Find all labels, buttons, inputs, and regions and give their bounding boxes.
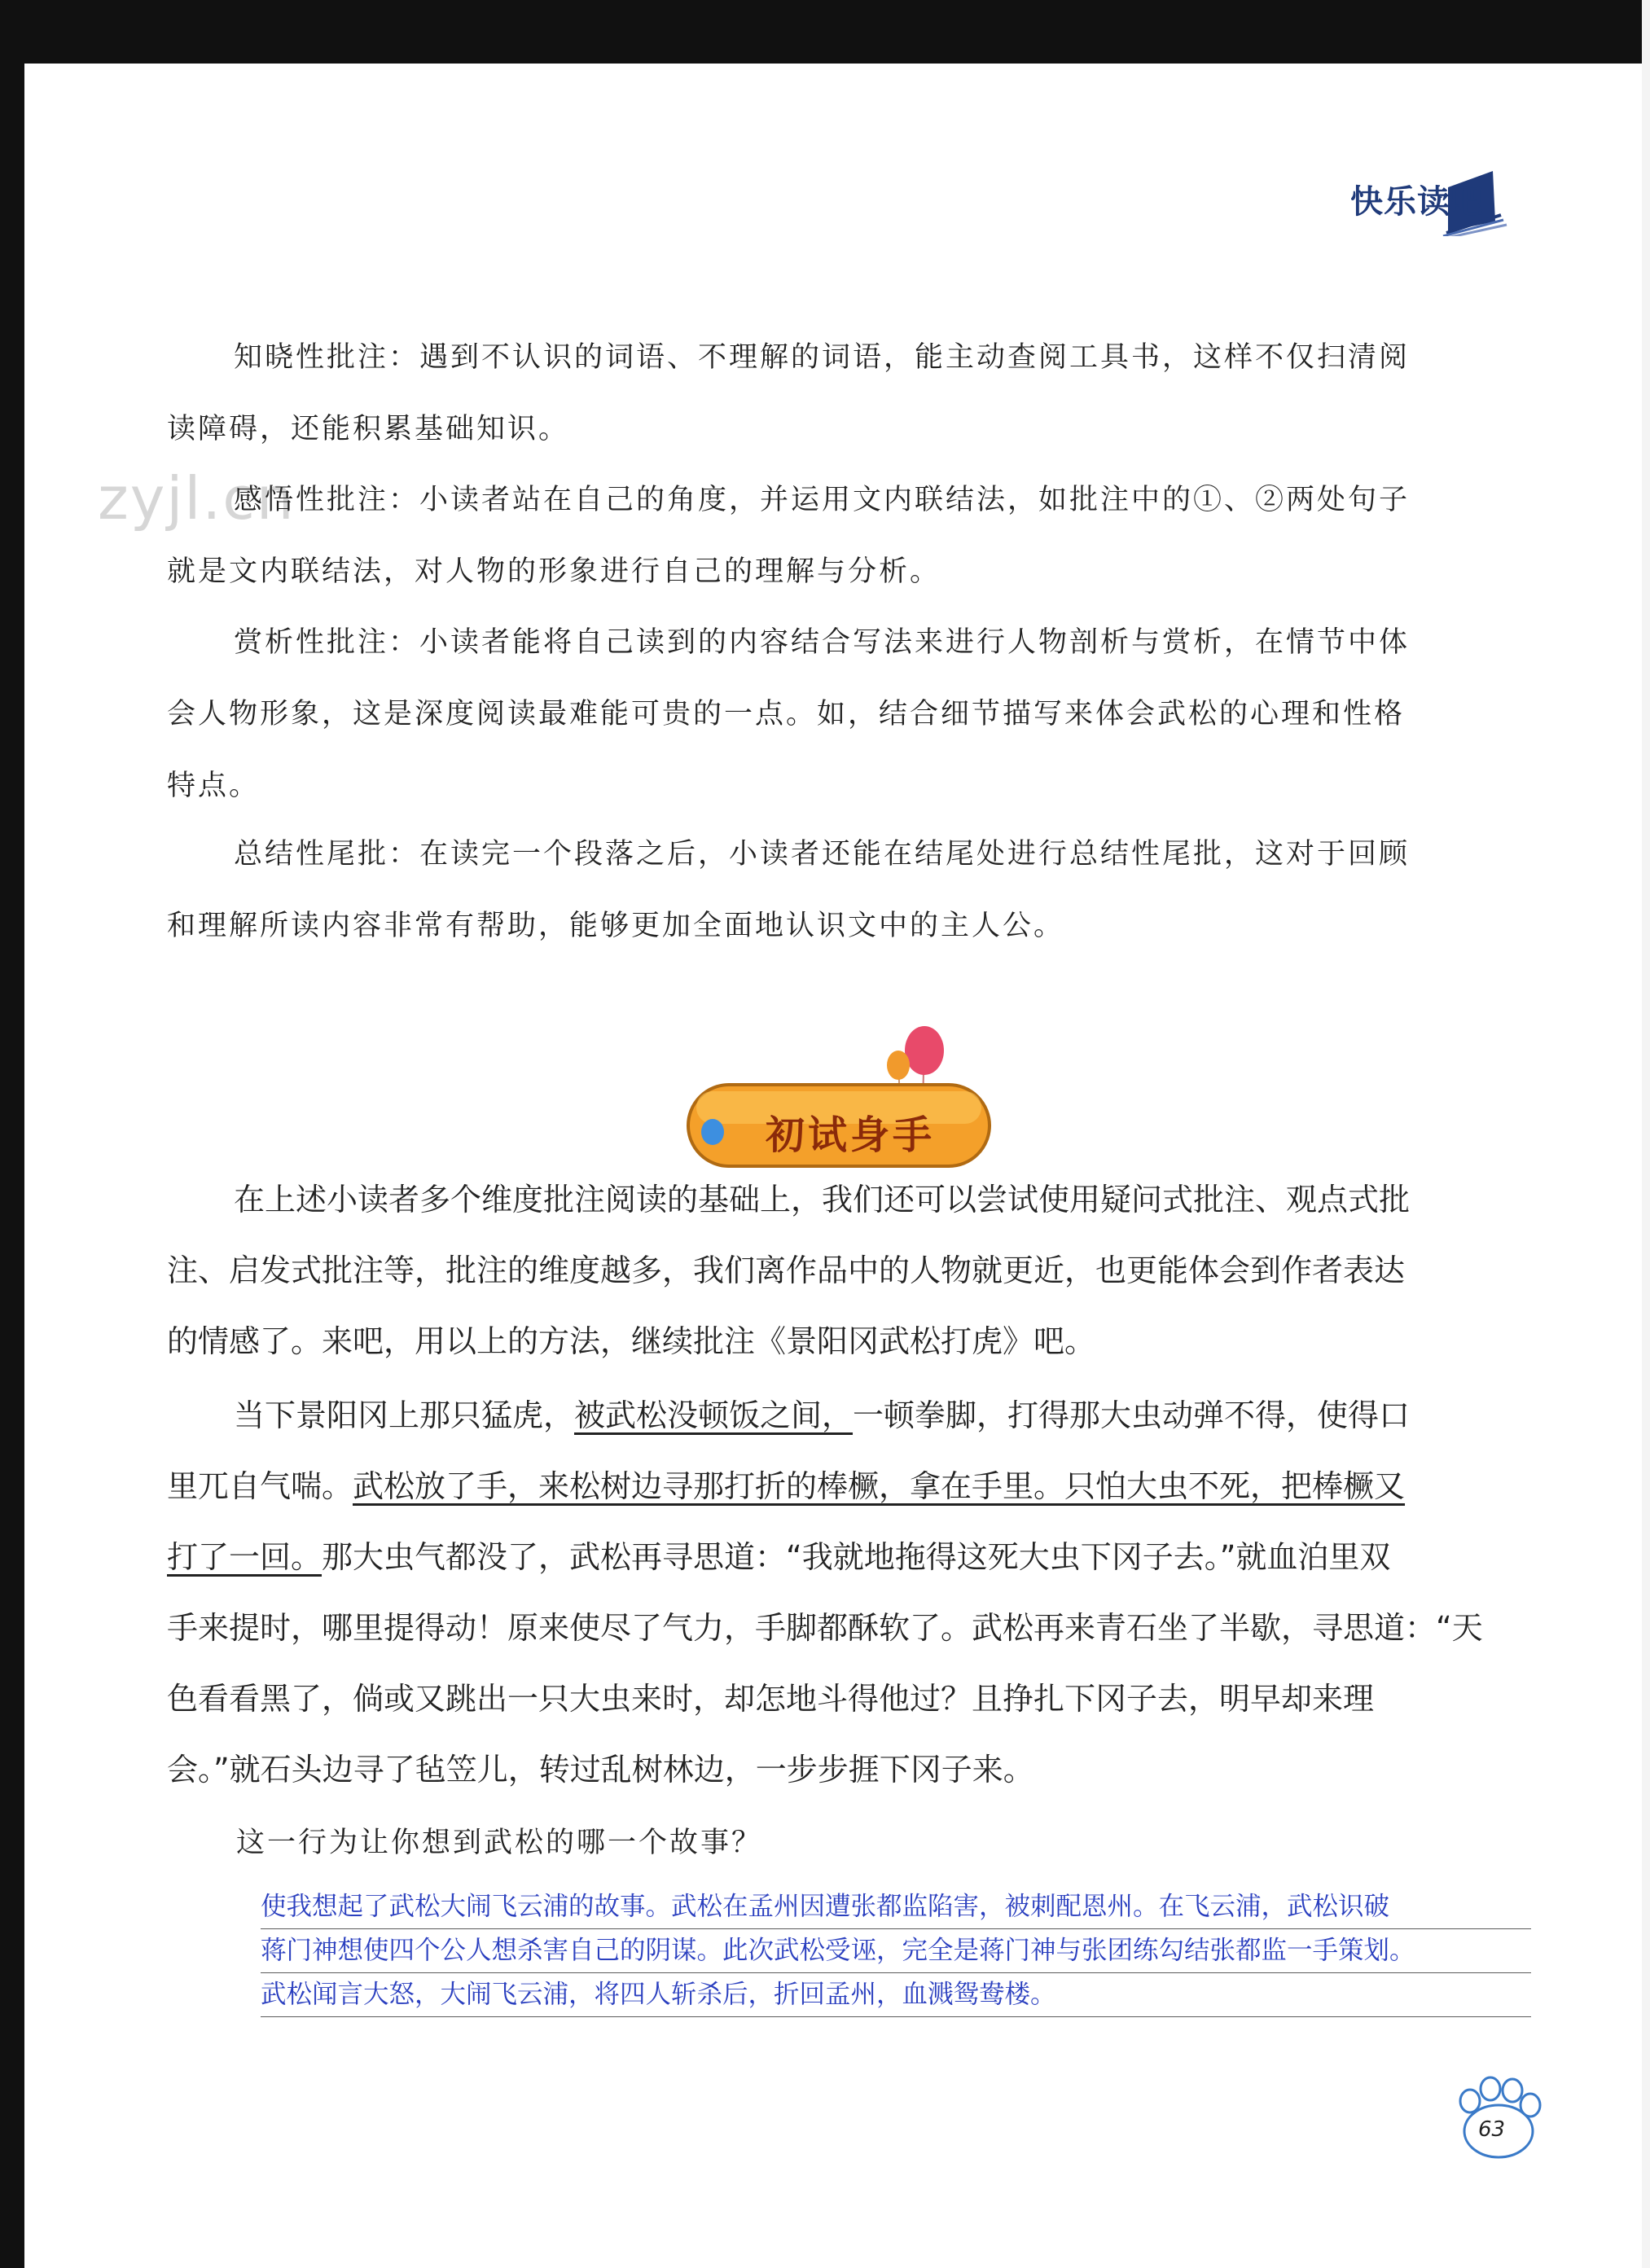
header-title: 快乐读吧	[1350, 183, 1484, 221]
excerpt-line: 色看看黑了，倘或又跳出一只大虫来时，却怎地斗得他过？且挣扎下冈子去，明早却来理	[167, 1681, 1375, 1717]
annotation-type-2	[167, 464, 1519, 608]
annotation-type-4	[167, 818, 1519, 962]
excerpt-line: 手来提时，哪里提得动！原来使尽了气力，手脚都酥软了。武松再来青石坐了半歇，寻思道：“天	[167, 1610, 1483, 1646]
paragraph-line: 读障碍，还能积累基础知识。	[167, 413, 570, 445]
question-prompt: 这一行为让你想到武松的哪一个故事？	[236, 1827, 763, 1859]
header-badge	[1350, 163, 1513, 236]
scan-right-border	[1642, 0, 1650, 2268]
underlined-phrase: 打了一回。	[167, 1539, 323, 1575]
paragraph-line: 特点。	[167, 770, 261, 802]
underlined-phrase: 武松放了手，来松树边寻那打折的棒橛，拿在手里。只怕大虫不死，把棒橛又	[353, 1468, 1406, 1504]
section-title: 初试身手	[766, 1112, 936, 1158]
orange-balloon-icon	[887, 1051, 910, 1080]
paragraph-line: 和理解所读内容非常有帮助，能够更加全面地认识文中的主人公。	[167, 910, 1065, 942]
paragraph-line: 会人物形象，这是深度阅读最难能可贵的一点。如，结合细节描写来体会武松的心理和性格	[167, 698, 1406, 730]
page-number: 63	[1478, 2117, 1506, 2142]
annotation-type-3	[167, 607, 1519, 822]
section-badge	[680, 1018, 1006, 1173]
paragraph-line: 知晓性批注：遇到不认识的词语、不理解的词语，能主动查阅工具书，这样不仅扫清阅	[234, 341, 1411, 374]
scan-top-border	[0, 0, 1650, 64]
handwritten-answer[interactable]	[261, 1885, 1531, 2017]
watermark: zyjl.cn	[98, 464, 296, 533]
paragraph-line: 在上述小读者多个维度批注阅读的基础上，我们还可以尝试使用疑问式批注、观点式批	[234, 1182, 1411, 1217]
excerpt-line: 里兀自气喘。武松放了手，来松树边寻那打折的棒橛，拿在手里。只怕大虫不死，把棒橛又	[167, 1468, 1406, 1504]
excerpt-line: 会。”就石头边寻了毡笠儿，转过乱树林边，一步步捱下冈子来。	[167, 1752, 1034, 1788]
paragraph-line: 就是文内联结法，对人物的形象进行自己的理解与分析。	[167, 555, 941, 588]
story-excerpt	[167, 1380, 1519, 1805]
paragraph-line: 赏析性批注：小读者能将自己读到的内容结合写法来进行人物剖析与赏析，在情节中体	[234, 626, 1411, 659]
paragraph-line: 感悟性批注：小读者站在自己的角度，并运用文内联结法，如批注中的①、②两处句子	[234, 484, 1411, 516]
answer-line: 武松闻言大怒，大闹飞云浦，将四人斩杀后，折回孟州，血溅鸳鸯楼。	[261, 1973, 1531, 2017]
paragraph-line: 注、启发式批注等，批注的维度越多，我们离作品中的人物就更近，也更能体会到作者表达	[167, 1252, 1406, 1288]
scan-left-border	[0, 0, 24, 2268]
annotation-type-1	[167, 322, 1519, 465]
underlined-phrase: 被武松没顿饭之间，	[574, 1397, 854, 1433]
red-balloon-icon	[905, 1026, 944, 1075]
blue-balloon-icon	[701, 1119, 724, 1145]
answer-line: 使我想起了武松大闹飞云浦的故事。武松在孟州因遭张都监陷害，被刺配恩州。在飞云浦，武松识破	[261, 1885, 1531, 1929]
excerpt-line: 打了一回。那大虫气都没了，武松再寻思道：“我就地拖得这死大虫下冈子去。”就血泊里双	[167, 1539, 1391, 1575]
paragraph-line: 总结性尾批：在读完一个段落之后，小读者还能在结尾处进行总结性尾批，这对于回顾	[234, 838, 1411, 871]
paragraph-line: 的情感了。来吧，用以上的方法，继续批注《景阳冈武松打虎》吧。	[167, 1323, 1096, 1359]
intro-paragraph	[167, 1165, 1519, 1377]
excerpt-line: 当下景阳冈上那只猛虎，被武松没顿饭之间，一顿拳脚，打得那大虫动弹不得，使得口	[234, 1397, 1411, 1433]
answer-line: 蒋门神想使四个公人想杀害自己的阴谋。此次武松受诬，完全是蒋门神与张团练勾结张都监一手策划。	[261, 1929, 1531, 1973]
